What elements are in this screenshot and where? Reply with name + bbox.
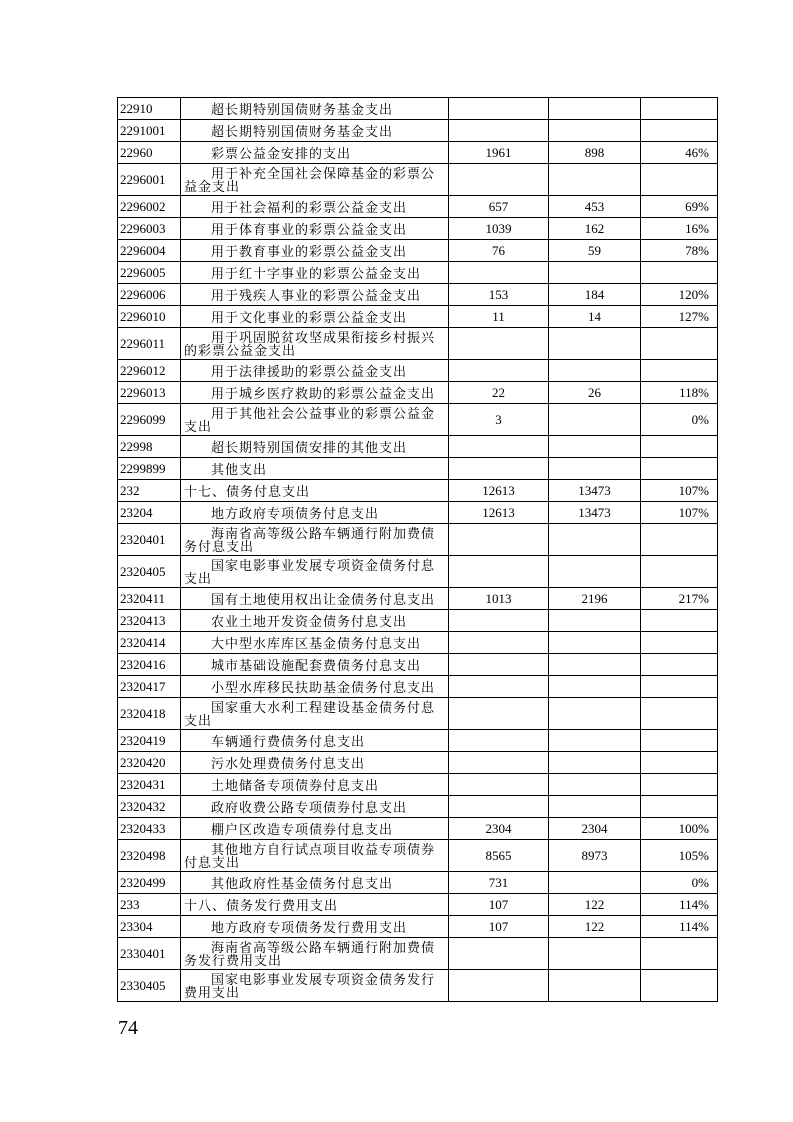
actual-value-cell: 898 <box>549 142 641 164</box>
actual-value-cell: 14 <box>549 306 641 328</box>
item-name-cell: 污水处理费债务付息支出 <box>181 752 449 774</box>
percent-cell <box>641 524 718 556</box>
item-name-cell: 用于补充全国社会保障基金的彩票公益金支出 <box>181 164 449 196</box>
item-name-cell: 棚户区改造专项债券付息支出 <box>181 818 449 840</box>
actual-value-cell: 8973 <box>549 840 641 872</box>
table-row <box>118 284 718 306</box>
budget-table-body <box>118 98 718 1002</box>
actual-value-cell <box>549 436 641 458</box>
actual-value-cell <box>549 774 641 796</box>
table-row <box>118 894 718 916</box>
percent-cell: 217% <box>641 588 718 610</box>
actual-value-cell <box>549 360 641 382</box>
actual-value-cell <box>549 404 641 436</box>
table-row <box>118 98 718 120</box>
table-row <box>118 458 718 480</box>
percent-cell: 114% <box>641 916 718 938</box>
actual-value-cell <box>549 698 641 730</box>
item-name-cell: 用于法律援助的彩票公益金支出 <box>181 360 449 382</box>
table-row <box>118 938 718 970</box>
table-row <box>118 730 718 752</box>
percent-cell <box>641 970 718 1002</box>
code-cell: 2320416 <box>118 654 181 676</box>
table-row <box>118 970 718 1002</box>
budget-value-cell <box>449 360 549 382</box>
table-row <box>118 436 718 458</box>
table-row <box>118 360 718 382</box>
budget-value-cell <box>449 698 549 730</box>
actual-value-cell: 13473 <box>549 502 641 524</box>
actual-value-cell: 2304 <box>549 818 641 840</box>
item-name-cell: 用于文化事业的彩票公益金支出 <box>181 306 449 328</box>
actual-value-cell <box>549 730 641 752</box>
item-name-cell: 国家电影事业发展专项资金债务付息支出 <box>181 556 449 588</box>
budget-value-cell <box>449 120 549 142</box>
actual-value-cell <box>549 752 641 774</box>
code-cell: 23204 <box>118 502 181 524</box>
budget-value-cell <box>449 752 549 774</box>
table-row <box>118 610 718 632</box>
actual-value-cell: 26 <box>549 382 641 404</box>
budget-value-cell <box>449 458 549 480</box>
budget-value-cell <box>449 676 549 698</box>
budget-value-cell: 1039 <box>449 218 549 240</box>
table-row <box>118 752 718 774</box>
budget-value-cell: 731 <box>449 872 549 894</box>
actual-value-cell <box>549 524 641 556</box>
percent-cell <box>641 698 718 730</box>
item-name-cell: 车辆通行费债务付息支出 <box>181 730 449 752</box>
percent-cell <box>641 938 718 970</box>
table-row <box>118 480 718 502</box>
code-cell: 22910 <box>118 98 181 120</box>
actual-value-cell <box>549 328 641 360</box>
percent-cell <box>641 98 718 120</box>
item-name-cell: 用于残疾人事业的彩票公益金支出 <box>181 284 449 306</box>
item-name-cell: 政府收费公路专项债券付息支出 <box>181 796 449 818</box>
item-name-cell: 地方政府专项债务发行费用支出 <box>181 916 449 938</box>
percent-cell: 0% <box>641 404 718 436</box>
actual-value-cell <box>549 556 641 588</box>
code-cell: 2330401 <box>118 938 181 970</box>
budget-value-cell: 657 <box>449 196 549 218</box>
budget-value-cell <box>449 524 549 556</box>
percent-cell: 107% <box>641 502 718 524</box>
item-name-cell: 小型水库移民扶助基金债务付息支出 <box>181 676 449 698</box>
budget-value-cell: 12613 <box>449 502 549 524</box>
table-row <box>118 404 718 436</box>
code-cell: 22998 <box>118 436 181 458</box>
code-cell: 232 <box>118 480 181 502</box>
actual-value-cell: 13473 <box>549 480 641 502</box>
actual-value-cell: 122 <box>549 916 641 938</box>
code-cell: 2320414 <box>118 632 181 654</box>
item-name-cell: 用于城乡医疗救助的彩票公益金支出 <box>181 382 449 404</box>
percent-cell: 16% <box>641 218 718 240</box>
percent-cell: 78% <box>641 240 718 262</box>
percent-cell <box>641 654 718 676</box>
item-name-cell: 用于教育事业的彩票公益金支出 <box>181 240 449 262</box>
code-cell: 233 <box>118 894 181 916</box>
table-row <box>118 872 718 894</box>
code-cell: 2320401 <box>118 524 181 556</box>
code-cell: 2296003 <box>118 218 181 240</box>
table-row <box>118 632 718 654</box>
actual-value-cell <box>549 796 641 818</box>
percent-cell <box>641 676 718 698</box>
percent-cell <box>641 556 718 588</box>
code-cell: 2320499 <box>118 872 181 894</box>
item-name-cell: 地方政府专项债务付息支出 <box>181 502 449 524</box>
code-cell: 2320417 <box>118 676 181 698</box>
budget-value-cell: 1961 <box>449 142 549 164</box>
table-row <box>118 796 718 818</box>
item-name-cell: 超长期特别国债财务基金支出 <box>181 120 449 142</box>
item-name-cell: 海南省高等级公路车辆通行附加费债务发行费用支出 <box>181 938 449 970</box>
code-cell: 23304 <box>118 916 181 938</box>
item-name-cell: 十八、债务发行费用支出 <box>181 894 449 916</box>
percent-cell <box>641 328 718 360</box>
budget-value-cell <box>449 796 549 818</box>
code-cell: 2320420 <box>118 752 181 774</box>
budget-value-cell: 8565 <box>449 840 549 872</box>
budget-value-cell <box>449 654 549 676</box>
percent-cell: 118% <box>641 382 718 404</box>
budget-value-cell: 107 <box>449 894 549 916</box>
table-row <box>118 196 718 218</box>
code-cell: 2296010 <box>118 306 181 328</box>
item-name-cell: 超长期特别国债安排的其他支出 <box>181 436 449 458</box>
table-row <box>118 524 718 556</box>
table-row <box>118 588 718 610</box>
code-cell: 2320498 <box>118 840 181 872</box>
table-row <box>118 328 718 360</box>
percent-cell: 69% <box>641 196 718 218</box>
table-row <box>118 120 718 142</box>
item-name-cell: 彩票公益金安排的支出 <box>181 142 449 164</box>
item-name-cell: 大中型水库库区基金债务付息支出 <box>181 632 449 654</box>
table-row <box>118 164 718 196</box>
table-row <box>118 218 718 240</box>
table-row <box>118 306 718 328</box>
actual-value-cell: 184 <box>549 284 641 306</box>
code-cell: 2320418 <box>118 698 181 730</box>
item-name-cell: 国家重大水利工程建设基金债务付息支出 <box>181 698 449 730</box>
item-name-cell: 用于巩固脱贫攻坚成果衔接乡村振兴的彩票公益金支出 <box>181 328 449 360</box>
percent-cell: 0% <box>641 872 718 894</box>
table-row <box>118 840 718 872</box>
percent-cell <box>641 796 718 818</box>
budget-value-cell <box>449 436 549 458</box>
item-name-cell: 其他政府性基金债务付息支出 <box>181 872 449 894</box>
budget-value-cell <box>449 556 549 588</box>
percent-cell: 120% <box>641 284 718 306</box>
budget-value-cell <box>449 970 549 1002</box>
actual-value-cell <box>549 872 641 894</box>
code-cell: 2320433 <box>118 818 181 840</box>
percent-cell <box>641 610 718 632</box>
actual-value-cell <box>549 676 641 698</box>
table-row <box>118 818 718 840</box>
code-cell: 2299899 <box>118 458 181 480</box>
item-name-cell: 超长期特别国债财务基金支出 <box>181 98 449 120</box>
percent-cell <box>641 436 718 458</box>
actual-value-cell <box>549 938 641 970</box>
percent-cell: 100% <box>641 818 718 840</box>
actual-value-cell <box>549 610 641 632</box>
actual-value-cell <box>549 98 641 120</box>
item-name-cell: 土地储备专项债券付息支出 <box>181 774 449 796</box>
actual-value-cell: 122 <box>549 894 641 916</box>
code-cell: 2296011 <box>118 328 181 360</box>
table-row <box>118 142 718 164</box>
code-cell: 2296012 <box>118 360 181 382</box>
percent-cell <box>641 458 718 480</box>
budget-value-cell: 11 <box>449 306 549 328</box>
percent-cell <box>641 730 718 752</box>
item-name-cell: 其他支出 <box>181 458 449 480</box>
percent-cell <box>641 262 718 284</box>
item-name-cell: 农业土地开发资金债务付息支出 <box>181 610 449 632</box>
actual-value-cell <box>549 632 641 654</box>
table-row <box>118 382 718 404</box>
actual-value-cell: 162 <box>549 218 641 240</box>
table-row <box>118 556 718 588</box>
budget-value-cell <box>449 774 549 796</box>
percent-cell: 105% <box>641 840 718 872</box>
actual-value-cell: 2196 <box>549 588 641 610</box>
code-cell: 2291001 <box>118 120 181 142</box>
item-name-cell: 其他地方自行试点项目收益专项债券付息支出 <box>181 840 449 872</box>
code-cell: 2320419 <box>118 730 181 752</box>
actual-value-cell <box>549 262 641 284</box>
item-name-cell: 国家电影事业发展专项资金债务发行费用支出 <box>181 970 449 1002</box>
budget-value-cell: 2304 <box>449 818 549 840</box>
percent-cell <box>641 164 718 196</box>
actual-value-cell <box>549 120 641 142</box>
code-cell: 2296006 <box>118 284 181 306</box>
code-cell: 2296013 <box>118 382 181 404</box>
percent-cell <box>641 774 718 796</box>
code-cell: 2330405 <box>118 970 181 1002</box>
page-number: 74 <box>118 1017 138 1039</box>
item-name-cell: 海南省高等级公路车辆通行附加费债务付息支出 <box>181 524 449 556</box>
actual-value-cell: 453 <box>549 196 641 218</box>
percent-cell: 127% <box>641 306 718 328</box>
budget-value-cell: 12613 <box>449 480 549 502</box>
item-name-cell: 国有土地使用权出让金债务付息支出 <box>181 588 449 610</box>
percent-cell <box>641 120 718 142</box>
code-cell: 2296002 <box>118 196 181 218</box>
code-cell: 22960 <box>118 142 181 164</box>
actual-value-cell <box>549 164 641 196</box>
percent-cell: 46% <box>641 142 718 164</box>
percent-cell <box>641 360 718 382</box>
budget-value-cell <box>449 98 549 120</box>
budget-value-cell: 3 <box>449 404 549 436</box>
code-cell: 2320432 <box>118 796 181 818</box>
table-row <box>118 698 718 730</box>
item-name-cell: 用于其他社会公益事业的彩票公益金支出 <box>181 404 449 436</box>
actual-value-cell: 59 <box>549 240 641 262</box>
item-name-cell: 城市基础设施配套费债务付息支出 <box>181 654 449 676</box>
budget-value-cell: 153 <box>449 284 549 306</box>
code-cell: 2320411 <box>118 588 181 610</box>
table-row <box>118 676 718 698</box>
table-row <box>118 654 718 676</box>
code-cell: 2320431 <box>118 774 181 796</box>
budget-value-cell: 22 <box>449 382 549 404</box>
item-name-cell: 用于体育事业的彩票公益金支出 <box>181 218 449 240</box>
item-name-cell: 十七、债务付息支出 <box>181 480 449 502</box>
percent-cell <box>641 752 718 774</box>
code-cell: 2296005 <box>118 262 181 284</box>
budget-table <box>117 97 718 1002</box>
budget-value-cell <box>449 938 549 970</box>
code-cell: 2296099 <box>118 404 181 436</box>
actual-value-cell <box>549 654 641 676</box>
code-cell: 2320405 <box>118 556 181 588</box>
code-cell: 2296001 <box>118 164 181 196</box>
budget-value-cell <box>449 262 549 284</box>
table-row <box>118 240 718 262</box>
budget-value-cell <box>449 610 549 632</box>
budget-value-cell <box>449 164 549 196</box>
actual-value-cell <box>549 458 641 480</box>
percent-cell: 107% <box>641 480 718 502</box>
item-name-cell: 用于红十字事业的彩票公益金支出 <box>181 262 449 284</box>
budget-value-cell <box>449 632 549 654</box>
budget-value-cell: 76 <box>449 240 549 262</box>
percent-cell <box>641 632 718 654</box>
budget-value-cell <box>449 328 549 360</box>
table-row <box>118 774 718 796</box>
table-row <box>118 502 718 524</box>
code-cell: 2296004 <box>118 240 181 262</box>
item-name-cell: 用于社会福利的彩票公益金支出 <box>181 196 449 218</box>
budget-value-cell: 1013 <box>449 588 549 610</box>
budget-value-cell <box>449 730 549 752</box>
table-row <box>118 262 718 284</box>
actual-value-cell <box>549 970 641 1002</box>
percent-cell: 114% <box>641 894 718 916</box>
budget-value-cell: 107 <box>449 916 549 938</box>
code-cell: 2320413 <box>118 610 181 632</box>
table-row <box>118 916 718 938</box>
